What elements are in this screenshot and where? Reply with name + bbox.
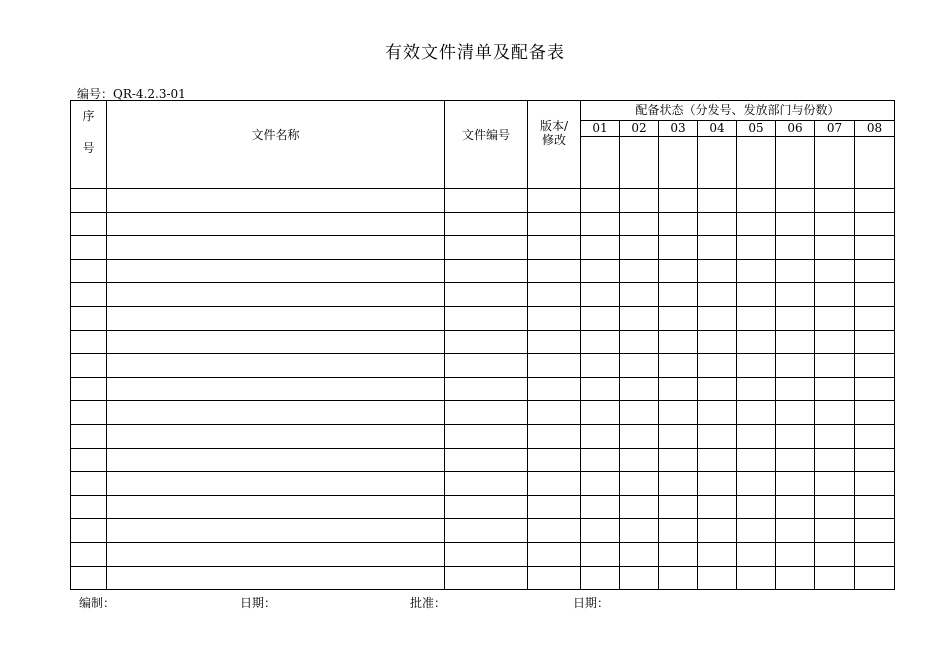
table-cell[interactable]: [776, 495, 815, 519]
table-cell[interactable]: [737, 401, 776, 425]
table-row: [71, 377, 895, 401]
table-cell[interactable]: [737, 236, 776, 260]
table-cell[interactable]: [737, 306, 776, 330]
table-cell[interactable]: [445, 377, 528, 401]
table-cell[interactable]: [71, 495, 107, 519]
table-cell[interactable]: [659, 330, 698, 354]
table-cell[interactable]: [107, 354, 445, 378]
table-cell[interactable]: [445, 306, 528, 330]
table-row: [71, 472, 895, 496]
form-code: 编号：QR-4.2.3-01: [77, 87, 186, 101]
table-cell[interactable]: [855, 354, 895, 378]
table-cell[interactable]: [698, 354, 737, 378]
table-cell[interactable]: [107, 330, 445, 354]
table-row: [71, 542, 895, 566]
table-cell[interactable]: [107, 259, 445, 283]
table-cell[interactable]: [107, 424, 445, 448]
table-cell[interactable]: [107, 519, 445, 543]
table-cell[interactable]: [620, 283, 659, 307]
table-cell[interactable]: [698, 259, 737, 283]
table-cell[interactable]: [107, 189, 445, 213]
table-cell[interactable]: [855, 330, 895, 354]
table-cell[interactable]: [107, 283, 445, 307]
table-cell[interactable]: [776, 377, 815, 401]
table-cell[interactable]: [815, 566, 855, 590]
table-row: [71, 401, 895, 425]
table-cell[interactable]: [620, 259, 659, 283]
table-cell[interactable]: [581, 212, 620, 236]
table-cell[interactable]: [581, 495, 620, 519]
table-cell[interactable]: [737, 566, 776, 590]
table-cell[interactable]: [698, 377, 737, 401]
table-cell[interactable]: [107, 401, 445, 425]
table-row: [71, 566, 895, 590]
table-cell[interactable]: [528, 354, 581, 378]
table-cell[interactable]: [855, 306, 895, 330]
table-cell[interactable]: [581, 542, 620, 566]
header-dist-blank-cell: [581, 137, 620, 189]
table-cell[interactable]: [737, 259, 776, 283]
table-row: [71, 259, 895, 283]
header-dist-blank-cell: [698, 137, 737, 189]
prepared-by-label: 编制：: [79, 596, 116, 610]
table-cell[interactable]: [776, 212, 815, 236]
table-cell[interactable]: [659, 306, 698, 330]
table-cell[interactable]: [71, 448, 107, 472]
table-cell[interactable]: [815, 259, 855, 283]
table-cell[interactable]: [445, 448, 528, 472]
header-doc-number: 文件编号: [445, 101, 528, 189]
table-cell[interactable]: [71, 189, 107, 213]
table-cell[interactable]: [528, 189, 581, 213]
table-cell[interactable]: [659, 189, 698, 213]
table-cell[interactable]: [776, 354, 815, 378]
table-cell[interactable]: [528, 566, 581, 590]
document-list-table: [70, 100, 895, 590]
table-cell[interactable]: [815, 306, 855, 330]
table-cell[interactable]: [659, 377, 698, 401]
table-cell[interactable]: [855, 519, 895, 543]
table-cell[interactable]: [659, 519, 698, 543]
table-cell[interactable]: [698, 495, 737, 519]
table-cell[interactable]: [659, 472, 698, 496]
header-dist-col: 05: [737, 121, 776, 137]
table-cell[interactable]: [776, 283, 815, 307]
table-cell[interactable]: [620, 566, 659, 590]
table-cell[interactable]: [445, 424, 528, 448]
table-cell[interactable]: [698, 472, 737, 496]
table-cell[interactable]: [107, 306, 445, 330]
table-cell[interactable]: [815, 424, 855, 448]
header-dist-col: 06: [776, 121, 815, 137]
table-cell[interactable]: [659, 495, 698, 519]
header-dist-blank-cell: [620, 137, 659, 189]
table-cell[interactable]: [737, 354, 776, 378]
table-row: [71, 424, 895, 448]
table-cell[interactable]: [581, 566, 620, 590]
table-cell[interactable]: [815, 495, 855, 519]
header-seq-top: 序: [82, 109, 95, 123]
table-cell[interactable]: [620, 401, 659, 425]
header-dist-blank-cell: [737, 137, 776, 189]
table-cell[interactable]: [737, 377, 776, 401]
table-cell[interactable]: [445, 566, 528, 590]
table-cell[interactable]: [698, 330, 737, 354]
table-cell[interactable]: [737, 424, 776, 448]
header-dist-blank-cell: [815, 137, 855, 189]
date-label-1: 日期：: [240, 596, 277, 610]
table-cell[interactable]: [581, 424, 620, 448]
table-cell[interactable]: [698, 401, 737, 425]
table-cell[interactable]: [107, 566, 445, 590]
table-cell[interactable]: [71, 259, 107, 283]
header-seq: [71, 101, 107, 189]
header-doc-name: 文件名称: [107, 101, 445, 189]
table-cell[interactable]: [581, 259, 620, 283]
table-cell[interactable]: [815, 236, 855, 260]
table-cell[interactable]: [737, 495, 776, 519]
table-cell[interactable]: [659, 566, 698, 590]
table-cell[interactable]: [659, 212, 698, 236]
table-cell[interactable]: [620, 472, 659, 496]
table-cell[interactable]: [107, 448, 445, 472]
table-cell[interactable]: [855, 259, 895, 283]
signature-footer: [0, 594, 950, 610]
table-cell[interactable]: [776, 306, 815, 330]
header-dist-col: 07: [815, 121, 855, 137]
table-cell[interactable]: [528, 283, 581, 307]
table-cell[interactable]: [659, 542, 698, 566]
table-cell[interactable]: [71, 401, 107, 425]
table-cell[interactable]: [776, 472, 815, 496]
table-row: [71, 306, 895, 330]
table-cell[interactable]: [698, 424, 737, 448]
table-cell[interactable]: [698, 519, 737, 543]
table-cell[interactable]: [528, 542, 581, 566]
table-cell[interactable]: [71, 354, 107, 378]
table-cell[interactable]: [620, 330, 659, 354]
table-cell[interactable]: [445, 472, 528, 496]
table-cell[interactable]: [855, 377, 895, 401]
table-cell[interactable]: [698, 448, 737, 472]
table-cell[interactable]: [698, 306, 737, 330]
table-cell[interactable]: [581, 377, 620, 401]
table-cell[interactable]: [737, 212, 776, 236]
table-cell[interactable]: [528, 306, 581, 330]
table-cell[interactable]: [71, 377, 107, 401]
table-cell[interactable]: [737, 189, 776, 213]
table-cell[interactable]: [528, 377, 581, 401]
table-cell[interactable]: [620, 519, 659, 543]
header-version: 版本/ 修改: [528, 101, 581, 189]
table-cell[interactable]: [855, 472, 895, 496]
table-cell[interactable]: [855, 566, 895, 590]
table-cell[interactable]: [581, 401, 620, 425]
table-cell[interactable]: [855, 212, 895, 236]
table-cell[interactable]: [776, 236, 815, 260]
table-cell[interactable]: [815, 401, 855, 425]
table-cell[interactable]: [445, 212, 528, 236]
table-cell[interactable]: [855, 401, 895, 425]
table-cell[interactable]: [855, 542, 895, 566]
table-cell[interactable]: [737, 448, 776, 472]
form-title: 有效文件清单及配备表: [385, 43, 565, 63]
table-cell[interactable]: [855, 236, 895, 260]
table-row: [71, 189, 895, 213]
table-cell[interactable]: [776, 566, 815, 590]
table-cell[interactable]: [71, 519, 107, 543]
table-cell[interactable]: [107, 472, 445, 496]
header-dist-col: 08: [855, 121, 895, 137]
header-dist-col: 02: [620, 121, 659, 137]
table-cell[interactable]: [855, 495, 895, 519]
approved-by-label: 批准：: [410, 596, 447, 610]
table-cell[interactable]: [445, 259, 528, 283]
table-cell[interactable]: [528, 236, 581, 260]
table-cell[interactable]: [698, 542, 737, 566]
table-cell[interactable]: [698, 189, 737, 213]
table-cell[interactable]: [620, 542, 659, 566]
table-cell[interactable]: [620, 495, 659, 519]
header-dist-col: 03: [659, 121, 698, 137]
table-cell[interactable]: [659, 448, 698, 472]
table-cell[interactable]: [71, 330, 107, 354]
table-cell[interactable]: [776, 542, 815, 566]
table-cell[interactable]: [815, 519, 855, 543]
table-cell[interactable]: [445, 519, 528, 543]
table-cell[interactable]: [659, 401, 698, 425]
table-cell[interactable]: [776, 401, 815, 425]
table-cell[interactable]: [445, 495, 528, 519]
table-cell[interactable]: [855, 189, 895, 213]
table-row: [71, 495, 895, 519]
table-cell[interactable]: [776, 330, 815, 354]
table-row: [71, 283, 895, 307]
table-row: [71, 354, 895, 378]
table-cell[interactable]: [620, 354, 659, 378]
table-cell[interactable]: [620, 377, 659, 401]
table-cell[interactable]: [528, 401, 581, 425]
table-cell[interactable]: [815, 377, 855, 401]
table-cell[interactable]: [698, 212, 737, 236]
table-cell[interactable]: [776, 519, 815, 543]
table-cell[interactable]: [528, 448, 581, 472]
table-cell[interactable]: [737, 283, 776, 307]
table-cell[interactable]: [815, 189, 855, 213]
table-cell[interactable]: [620, 448, 659, 472]
table-cell[interactable]: [659, 354, 698, 378]
table-cell[interactable]: [528, 259, 581, 283]
table-row: [71, 212, 895, 236]
table-cell[interactable]: [815, 542, 855, 566]
table-cell[interactable]: [107, 236, 445, 260]
table-cell[interactable]: [71, 566, 107, 590]
table-cell[interactable]: [815, 448, 855, 472]
table-cell[interactable]: [581, 448, 620, 472]
table-cell[interactable]: [528, 519, 581, 543]
table-cell[interactable]: [107, 212, 445, 236]
table-cell[interactable]: [855, 448, 895, 472]
table-cell[interactable]: [698, 236, 737, 260]
table-cell[interactable]: [776, 259, 815, 283]
table-cell[interactable]: [855, 424, 895, 448]
table-cell[interactable]: [528, 424, 581, 448]
table-cell[interactable]: [620, 236, 659, 260]
table-cell[interactable]: [581, 189, 620, 213]
date-label-2: 日期：: [573, 596, 610, 610]
table-cell[interactable]: [815, 472, 855, 496]
table-cell[interactable]: [528, 472, 581, 496]
table-cell[interactable]: [581, 306, 620, 330]
table-cell[interactable]: [445, 236, 528, 260]
table-cell[interactable]: [581, 519, 620, 543]
table-cell[interactable]: [71, 424, 107, 448]
table-cell[interactable]: [659, 259, 698, 283]
table-cell[interactable]: [659, 236, 698, 260]
table-cell[interactable]: [581, 283, 620, 307]
table-cell[interactable]: [581, 354, 620, 378]
table-cell[interactable]: [659, 424, 698, 448]
table-cell[interactable]: [528, 330, 581, 354]
table-cell[interactable]: [107, 377, 445, 401]
table-row: [71, 236, 895, 260]
table-cell[interactable]: [737, 519, 776, 543]
table-cell[interactable]: [71, 542, 107, 566]
table-cell[interactable]: [620, 189, 659, 213]
table-cell[interactable]: [581, 330, 620, 354]
header-distribution: 配备状态（分发号、发放部门与份数）: [581, 101, 895, 121]
table-cell[interactable]: [620, 306, 659, 330]
table-cell[interactable]: [737, 330, 776, 354]
table-cell[interactable]: [815, 212, 855, 236]
header-dist-col: 01: [581, 121, 620, 137]
table-cell[interactable]: [776, 189, 815, 213]
table-cell[interactable]: [71, 212, 107, 236]
header-seq-bottom: 号: [82, 141, 95, 156]
table-cell[interactable]: [659, 283, 698, 307]
table-cell[interactable]: [445, 283, 528, 307]
table-row: [71, 448, 895, 472]
table-cell[interactable]: [815, 283, 855, 307]
table-row: [71, 519, 895, 543]
table-cell[interactable]: [71, 236, 107, 260]
table-cell[interactable]: [445, 354, 528, 378]
table-cell[interactable]: [71, 306, 107, 330]
table-cell[interactable]: [71, 472, 107, 496]
table-cell[interactable]: [71, 283, 107, 307]
table-cell[interactable]: [855, 283, 895, 307]
table-cell[interactable]: [815, 330, 855, 354]
table-cell[interactable]: [445, 401, 528, 425]
table-cell[interactable]: [528, 495, 581, 519]
table-cell[interactable]: [445, 542, 528, 566]
table-cell[interactable]: [620, 424, 659, 448]
table-cell[interactable]: [445, 330, 528, 354]
table-cell[interactable]: [107, 542, 445, 566]
table-row: [71, 330, 895, 354]
table-cell[interactable]: [581, 472, 620, 496]
table-cell[interactable]: [620, 212, 659, 236]
table-cell[interactable]: [776, 424, 815, 448]
table-cell[interactable]: [107, 495, 445, 519]
header-dist-blank-cell: [776, 137, 815, 189]
table-cell[interactable]: [776, 448, 815, 472]
header-dist-blank-cell: [855, 137, 895, 189]
header-dist-blank-cell: [659, 137, 698, 189]
table-cell[interactable]: [698, 283, 737, 307]
table-cell[interactable]: [581, 236, 620, 260]
table-cell[interactable]: [528, 212, 581, 236]
table-cell[interactable]: [445, 189, 528, 213]
table-cell[interactable]: [737, 542, 776, 566]
table-cell[interactable]: [815, 354, 855, 378]
header-dist-col: 04: [698, 121, 737, 137]
table-cell[interactable]: [698, 566, 737, 590]
table-cell[interactable]: [737, 472, 776, 496]
